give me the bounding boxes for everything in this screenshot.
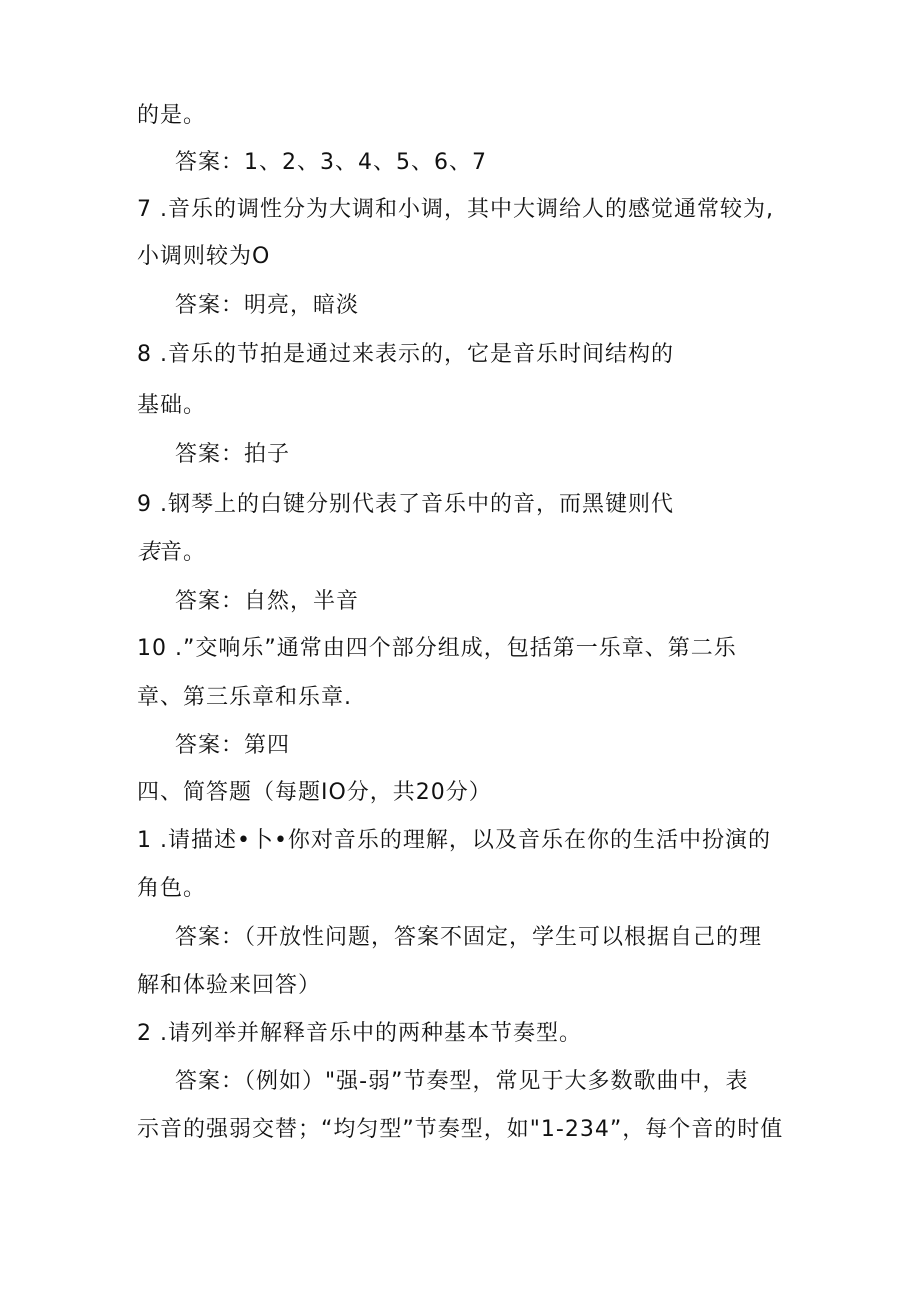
text-line: 的是。 [137,103,207,128]
text-line: 基础。 [137,393,207,418]
answer-line: 答案：拍子 [175,442,291,467]
italic-text: 表 [137,540,161,565]
answer-line: 答案：1、2、3、4、5、6、7 [175,150,487,175]
answer-line: 答案：自然，半音 [175,589,360,614]
question-line: 1 .请描述•卜•你对音乐的理解，以及音乐在你的生活中扮演的 [137,828,771,853]
section-heading: 四、简答题（每题IO分，共20分） [137,780,492,805]
text-fragment: 音。 [160,540,207,565]
answer-line: 答案：（例如）"强-弱”节奏型，常见于大多数歌曲中，表 [175,1069,749,1094]
question-line: 7 .音乐的调性分为大调和小调，其中大调给人的感觉通常较为, [137,197,774,222]
answer-line: 答案：（开放性问题，答案不固定，学生可以根据自己的理 [175,925,763,950]
answer-line: 答案：明亮，暗淡 [175,293,360,318]
text-line [137,538,206,568]
answer-line: 答案：第四 [175,733,291,758]
text-line: 小调则较为O [137,244,271,269]
text-line: 角色。 [137,876,207,901]
text-line: 示音的强弱交替；“均匀型”节奏型，如"1-234”，每个音的时值 [137,1117,784,1142]
text-line: 解和体验来回答） [137,973,322,998]
text-line: 章、第三乐章和乐章. [137,685,352,710]
question-line: 8 .音乐的节拍是通过来表示的，它是音乐时间结构的 [137,342,674,367]
question-line: 2 .请列举并解释音乐中的两种基本节奏型。 [137,1021,582,1046]
question-line: 9 .钢琴上的白键分别代表了音乐中的音，而黑键则代 [137,492,674,517]
question-line: 10 .”交响乐”通常由四个部分组成，包括第一乐章、第二乐 [137,636,737,661]
